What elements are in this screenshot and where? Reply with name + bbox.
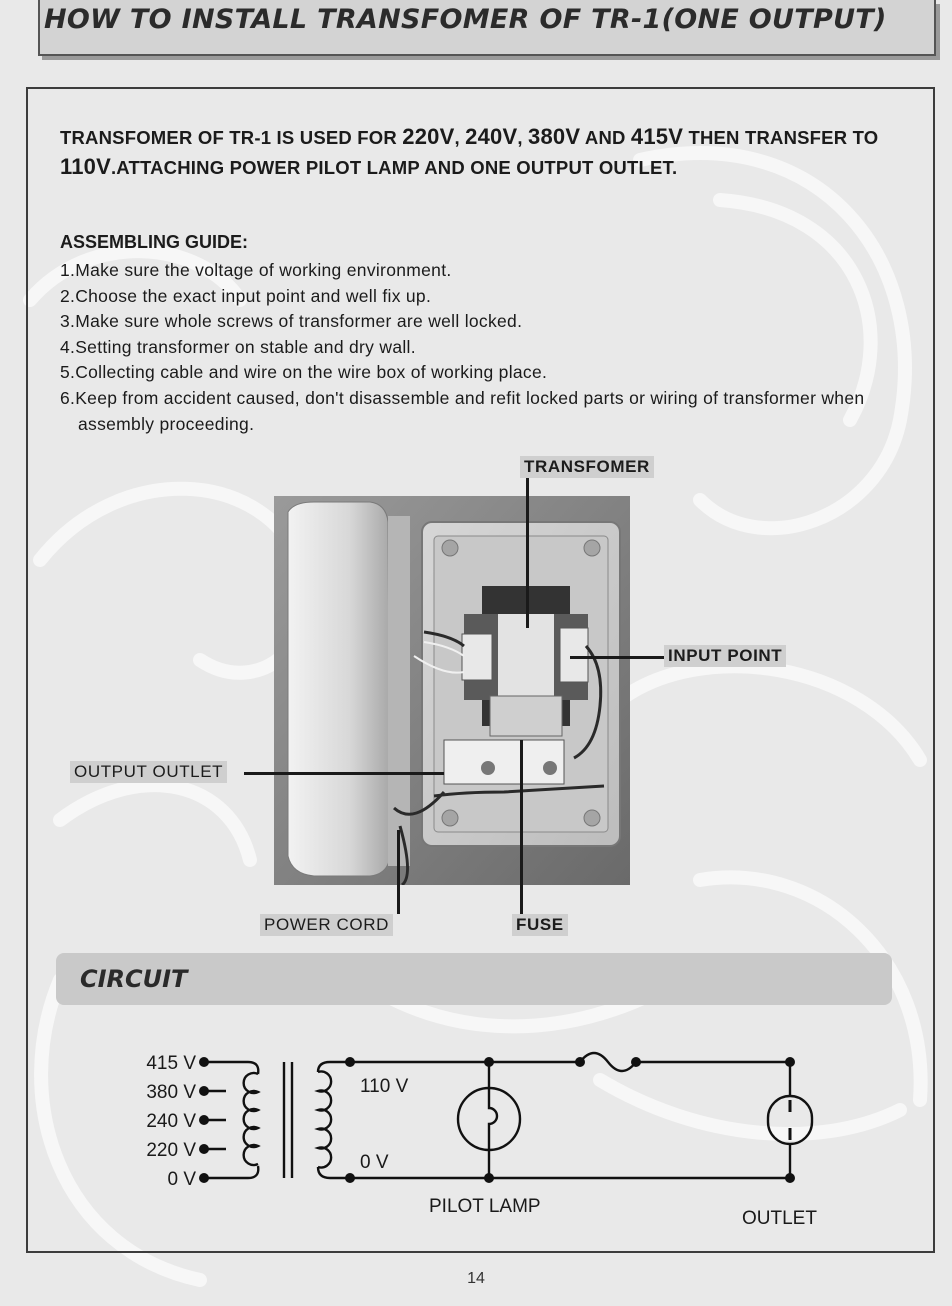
guide-step-3: 3.Make sure whole screws of transformer are well locked. <box>60 311 523 332</box>
leader-input-point <box>570 656 664 659</box>
voltage-110: 110V <box>60 154 111 179</box>
guide-list <box>60 258 900 437</box>
guide-title: ASSEMBLING GUIDE: <box>60 232 249 252</box>
voltage-220: 220V <box>402 124 455 149</box>
callout-transfomer: TRANSFOMER <box>520 456 654 478</box>
leader-fuse <box>520 740 523 914</box>
circuit-diagram <box>0 1030 952 1240</box>
intro-text-1: TRANSFOMER OF TR-1 IS USED FOR <box>60 127 403 148</box>
intro-text-2: THEN TRANSFER TO <box>683 127 879 148</box>
input-240v-label: 240 V <box>146 1111 196 1132</box>
intro-sep-1: , <box>454 127 466 148</box>
circuit-title: CIRCUIT <box>80 965 188 993</box>
intro-paragraph <box>60 122 910 182</box>
page-number: 14 <box>467 1270 485 1287</box>
intro-text-3: .ATTACHING POWER PILOT LAMP AND ONE OUTPUT OUTLET. <box>110 157 678 178</box>
input-415v-label: 415 V <box>146 1053 196 1074</box>
guide-step-4: 4.Setting transformer on stable and dry wall. <box>60 336 416 357</box>
leader-transfomer <box>526 478 529 628</box>
intro-sep-3: AND <box>580 127 631 148</box>
pilot-lamp-label: PILOT LAMP <box>429 1196 541 1217</box>
input-380v-label: 380 V <box>146 1082 196 1103</box>
page-title: HOW TO INSTALL TRANSFOMER OF TR-1(ONE OUTPUT) <box>44 4 887 35</box>
input-0v-label: 0 V <box>167 1169 196 1190</box>
guide-step-2: 2.Choose the exact input point and well fix up. <box>60 285 432 306</box>
intro-sep-2: , <box>517 127 529 148</box>
transformer-photo <box>274 496 630 885</box>
voltage-415: 415V <box>630 124 684 149</box>
callout-power-cord: POWER CORD <box>260 914 393 936</box>
outlet-label: OUTLET <box>742 1208 817 1229</box>
voltage-240: 240V <box>465 124 518 149</box>
output-0v-label: 0 V <box>360 1152 389 1173</box>
guide-step-5: 5.Collecting cable and wire on the wire box of working place. <box>60 362 548 383</box>
callout-input-point: INPUT POINT <box>664 645 786 667</box>
header-bar <box>38 0 936 56</box>
callout-fuse: FUSE <box>512 914 568 936</box>
output-110v-label: 110 V <box>360 1076 409 1097</box>
leader-power-cord <box>397 830 400 914</box>
input-220v-label: 220 V <box>146 1140 196 1161</box>
voltage-380: 380V <box>528 124 581 149</box>
circuit-section-header <box>56 953 892 1005</box>
leader-output-outlet <box>244 772 444 775</box>
guide-step-1: 1.Make sure the voltage of working environment. <box>60 260 452 280</box>
callout-output-outlet: OUTPUT OUTLET <box>70 761 227 783</box>
guide-step-6: 6.Keep from accident caused, don't disassemble and refit locked parts or wiring of transformer when assembly proceeding. <box>60 387 865 434</box>
